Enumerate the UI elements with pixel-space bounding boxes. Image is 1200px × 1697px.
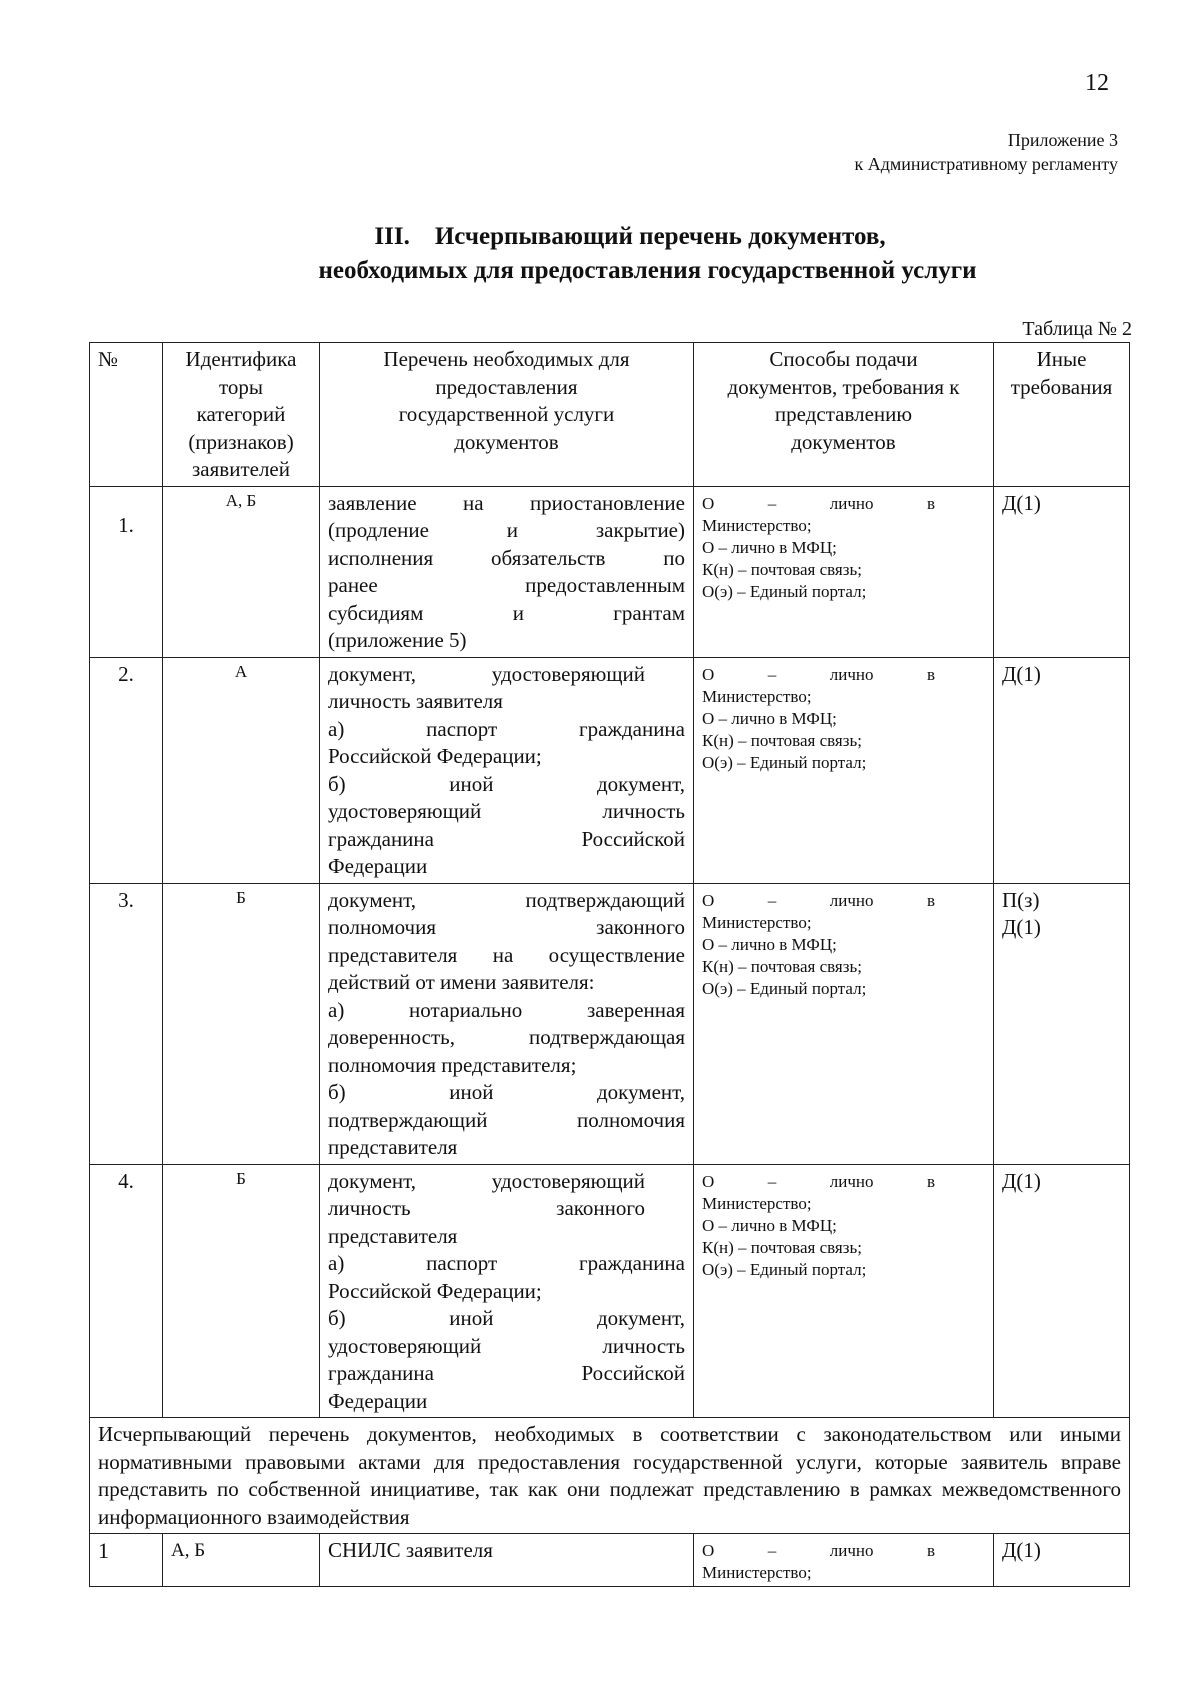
row-other: Д(1) xyxy=(994,1164,1130,1418)
row-docs: заявление на приостановление (продление и закрытие) исполнения обязательств по ранее предоставленным субсидиям и грантам (приложение 5) xyxy=(320,486,694,657)
appendix-note xyxy=(854,128,1118,176)
row-ident: А, Б xyxy=(163,1534,320,1587)
row-other: Д(1) xyxy=(994,1534,1130,1587)
table-row xyxy=(90,1164,1130,1418)
note-row xyxy=(90,1418,1130,1534)
row-ways: О – лично в Министерство; xyxy=(694,1534,994,1587)
row-other: П(з) Д(1) xyxy=(994,883,1130,1164)
header-ident: Идентифика торы категорий (признаков) заявителей xyxy=(163,343,320,487)
row-ways: О – лично в Министерство; О – лично в МФЦ; К(н) – почтовая связь; О(э) – Единый портал; xyxy=(694,883,994,1164)
row-num: 1 xyxy=(90,1534,163,1587)
row-other: Д(1) xyxy=(994,486,1130,657)
row-num: 3. xyxy=(90,883,163,1164)
row-ident: А xyxy=(163,657,320,883)
row-ident: Б xyxy=(163,883,320,1164)
row-num: 4. xyxy=(90,1164,163,1418)
table-row xyxy=(90,657,1130,883)
appendix-line-1: Приложение 3 xyxy=(1007,130,1118,150)
row-docs: документ, подтверждающий полномочия законного представителя на осуществление действий от имени заявителя: а) нотариально заверенная доверенность, подтверждающая полномочия представителя; б) иной документ, подтверждающий полномочия представителя xyxy=(320,883,694,1164)
table-header-row xyxy=(90,343,1130,487)
table-row xyxy=(90,883,1130,1164)
row-docs: документ, удостоверяющий личность законного представителя а) паспорт гражданина Российской Федерации; б) иной документ, удостоверяющий личность гражданина Российской Федерации xyxy=(320,1164,694,1418)
header-other: Иные требования xyxy=(994,343,1130,487)
header-num: № xyxy=(90,343,163,487)
table-row xyxy=(90,486,1130,657)
note-text: Исчерпывающий перечень документов, необходимых в соответствии с законодательством или иными нормативными правовыми актами для предоставления государственной услуги, которые заявитель вправе представить по собственной инициативе, так как они подлежат представлению в рамках межведомственного информационного взаимодействия xyxy=(90,1418,1130,1534)
header-docs: Перечень необходимых для предоставления государственной услуги документов xyxy=(320,343,694,487)
header-ways: Способы подачи документов, требования к представлению документов xyxy=(694,343,994,487)
appendix-line-2: к Административному регламенту xyxy=(854,154,1118,174)
row-num: 1. xyxy=(90,486,163,657)
heading-line-1: III. Исчерпывающий перечень документов, xyxy=(374,223,886,250)
table-caption: Таблица № 2 xyxy=(1022,318,1132,340)
row-ident: Б xyxy=(163,1164,320,1418)
row-ways: О – лично в Министерство; О – лично в МФЦ; К(н) – почтовая связь; О(э) – Единый портал; xyxy=(694,486,994,657)
row-ways: О – лично в Министерство; О – лично в МФЦ; К(н) – почтовая связь; О(э) – Единый портал; xyxy=(694,1164,994,1418)
row-docs: документ, удостоверяющий личность заявителя а) паспорт гражданина Российской Федерации; б) иной документ, удостоверяющий личность гражданина Российской Федерации xyxy=(320,657,694,883)
row-docs: СНИЛС заявителя xyxy=(320,1534,694,1587)
section-heading xyxy=(0,220,1200,288)
row-other: Д(1) xyxy=(994,657,1130,883)
row-ways: О – лично в Министерство; О – лично в МФЦ; К(н) – почтовая связь; О(э) – Единый портал; xyxy=(694,657,994,883)
documents-table xyxy=(89,342,1130,1587)
row-ident: А, Б xyxy=(163,486,320,657)
row-num: 2. xyxy=(90,657,163,883)
table-row xyxy=(90,1534,1130,1587)
heading-line-2: необходимых для предоставления государственной услуги xyxy=(318,257,977,284)
page-number: 12 xyxy=(1085,70,1109,96)
